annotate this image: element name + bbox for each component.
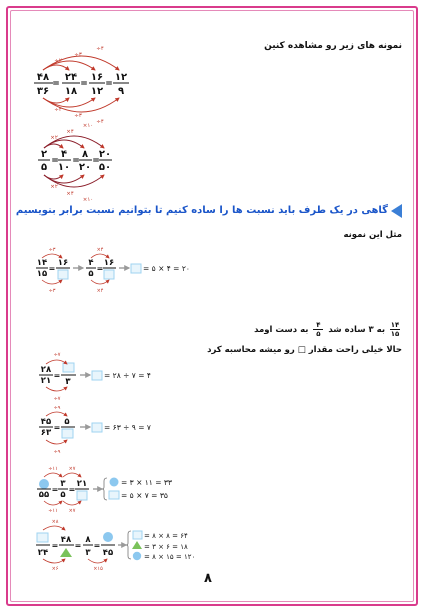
svg-text:۲۰: ۲۰ [98,149,112,160]
compute-note: حالا خیلی راحت مقدار □ رو میشه محاسبه کرد [207,345,402,355]
example-2 [38,123,112,203]
ex7-result-3: = ۸ × ۱۵ = ۱۲۰ [144,553,196,561]
svg-text:=: = [93,541,101,550]
svg-text:۱۴: ۱۴ [36,258,48,268]
example-7 [36,519,195,572]
fraction-14-15: $\frac{۱۴}{۱۵}$ [390,321,400,338]
svg-text:۲۱: ۲۱ [76,479,88,489]
svg-text:×۷: ×۷ [68,466,76,472]
svg-text:=: = [51,156,59,166]
ex1-num-4: ۱۲ [114,72,128,83]
svg-text:۲۰: ۲۰ [78,162,92,173]
ex7-result-2: = ۳ × ۶ = ۱۸ [144,543,188,551]
example-5 [39,405,151,455]
svg-text:×۴: ×۴ [96,288,104,294]
example-6 [37,466,172,514]
svg-text:۴: ۴ [60,149,68,160]
svg-text:=: = [72,156,80,166]
svg-text:=: = [96,264,104,273]
svg-text:۸: ۸ [81,149,89,160]
example-4 [39,352,151,402]
svg-text:۱۰: ۱۰ [57,162,71,173]
svg-text:÷۱۱: ÷۱۱ [48,466,58,472]
svg-text:×۱۵: ×۱۵ [93,566,103,572]
svg-text:=: = [51,541,59,550]
svg-text:۱۵: ۱۵ [36,269,48,279]
svg-text:×۱۰: ×۱۰ [82,197,94,203]
svg-text:=: = [51,485,59,494]
ex1-den-3: ۱۲ [90,86,104,97]
svg-text:×۴: ×۴ [96,247,104,253]
svg-text:=: = [53,423,61,432]
svg-text:×۲: ×۲ [50,184,58,190]
svg-text:×۱۰: ×۱۰ [82,123,94,129]
page-number: ۸ [204,571,212,586]
svg-text:=: = [105,79,113,89]
svg-text:۳: ۳ [65,377,71,387]
svg-text:۵: ۵ [88,269,94,279]
svg-text:۶۳: ۶۳ [40,428,52,438]
svg-text:۴۵: ۴۵ [102,548,114,558]
svg-text:۸: ۸ [85,535,91,545]
svg-text:=: = [48,264,56,273]
fraction-4-5: $\frac{۴}{۵}$ [313,321,323,338]
ex1-den-1: ۳۶ [36,86,50,97]
svg-text:÷۴: ÷۴ [96,119,104,125]
svg-text:۱۶: ۱۶ [57,258,69,268]
ex3-result: = ۵ × ۴ = ۲۰ [143,264,190,273]
svg-text:۴۸: ۴۸ [60,535,72,545]
ex1-den-4: ۹ [117,86,125,97]
svg-text:۲۴: ۲۴ [37,548,49,558]
svg-text:÷۳: ÷۳ [74,113,82,119]
svg-text:۱۶: ۱۶ [103,258,115,268]
ex4-result: = ۲۸ ÷ ۷ = ۴ [104,371,151,380]
svg-text:۵۰: ۵۰ [98,162,112,173]
section-heading: گاهی در یک طرف باید نسبت ها را ساده کنیم تا بتوانیم نسبت برابر بنویسیم [15,205,388,216]
ex1-num-1: ۴۸ [36,72,50,83]
svg-text:÷۲: ÷۲ [54,58,62,64]
ex6-circle [39,479,49,489]
svg-text:۲: ۲ [40,149,48,160]
svg-text:×۲: ×۲ [50,135,58,141]
svg-text:=: = [52,79,60,89]
svg-text:=: = [92,156,100,166]
example-1 [34,46,129,125]
ex7-result-1: = ۸ × ۸ = ۶۴ [144,532,188,540]
svg-text:۵۵: ۵۵ [38,490,50,500]
svg-text:×۴: ×۴ [66,191,74,197]
subheading: مثل این نمونه [343,230,402,240]
svg-text:÷۳: ÷۳ [48,288,56,294]
svg-text:÷۷: ÷۷ [53,396,61,402]
svg-text:=: = [80,79,88,89]
svg-text:÷۳: ÷۳ [48,247,56,253]
svg-text:۳: ۳ [85,548,91,558]
ex1-den-2: ۱۸ [64,86,78,97]
svg-text:×۴: ×۴ [66,129,74,135]
svg-text:÷۹: ÷۹ [53,449,61,455]
svg-text:۴: ۴ [88,258,94,268]
ex7-triangle [60,548,72,557]
ex1-num-3: ۱۶ [90,72,104,83]
svg-text:=: = [68,485,76,494]
svg-text:÷۲: ÷۲ [54,107,62,113]
svg-text:÷۳: ÷۳ [74,52,82,58]
ex1-num-2: ۲۴ [64,72,78,83]
svg-text:۳: ۳ [60,479,66,489]
ex5-result: = ۶۳ ÷ ۹ = ۷ [104,423,151,432]
svg-text:۴۵: ۴۵ [40,417,52,427]
svg-text:×۷: ×۷ [68,508,76,514]
ex6-result-1: = ۳ × ۱۱ = ۳۳ [121,478,172,487]
svg-text:÷۴: ÷۴ [96,46,104,52]
svg-text:=: = [74,541,82,550]
example-3 [36,247,190,294]
svg-text:=: = [53,371,61,380]
intro-text: نمونه های زیر رو مشاهده کنین [264,41,402,51]
svg-text:÷۱۱: ÷۱۱ [48,508,58,514]
ex3-box-1 [58,270,68,279]
svg-text:÷۷: ÷۷ [53,352,61,358]
svg-text:۵: ۵ [40,162,48,173]
svg-text:۵: ۵ [60,490,66,500]
svg-text:۵: ۵ [64,417,70,427]
svg-text:۲۸: ۲۸ [40,365,52,375]
svg-text:×۸: ×۸ [51,519,59,525]
simplify-note: $\frac{۱۴}{۱۵}$ به ۳ ساده شد $\frac{۴}{۵}$ به دست اومد [254,321,400,338]
svg-text:۲۱: ۲۱ [40,376,52,386]
bullet-triangle-icon [391,204,402,218]
svg-text:÷۹: ÷۹ [53,405,61,411]
ex6-result-2: = ۵ × ۷ = ۳۵ [121,491,168,500]
svg-text:×۶: ×۶ [51,566,59,572]
